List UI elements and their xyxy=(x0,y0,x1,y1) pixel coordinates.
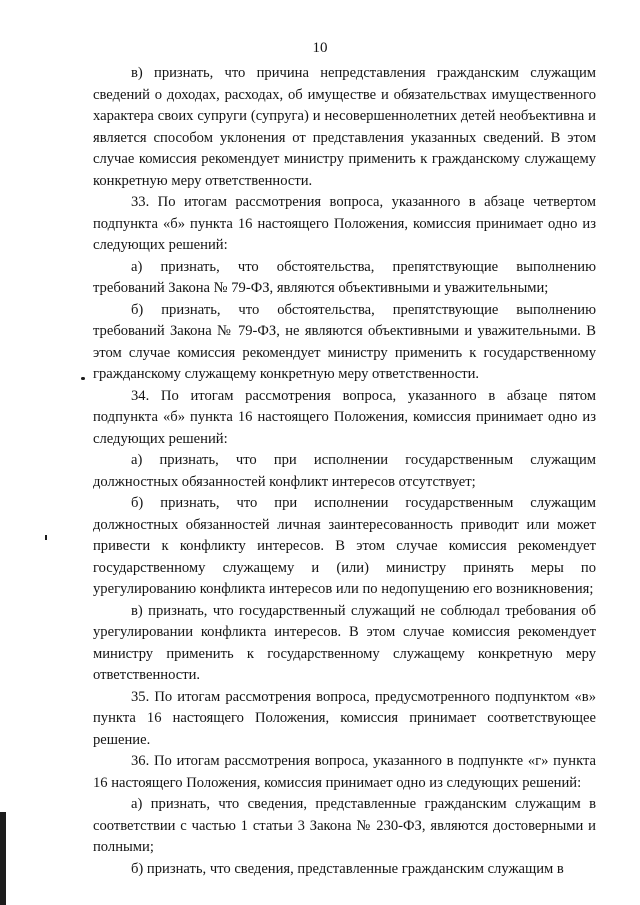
paragraph-32v: в) признать, что причина непредставления гражданским служащим сведений о доходах, расходах, об имуществе и обязательствах имущественного характера своих супруги (супруга) и несовершеннолетних детей необъективна и является способом уклонения от представления указанных сведений. В этом случае комиссия рекомендует министру применить к гражданскому служащему конкретную меру ответственности. xyxy=(93,65,596,189)
paragraph-36b: б) признать, что сведения, представленные гражданским служащим в xyxy=(131,860,564,877)
paragraph-33a: а) признать, что обстоятельства, препятствующие выполнению требований Закона № 79-ФЗ, являются объективными и уважительными; xyxy=(93,258,596,296)
paragraph-36a: а) признать, что сведения, представленные гражданским служащим в соответствии с частью 1 статьи 3 Закона № 230-ФЗ, являются достоверными и полными; xyxy=(93,796,596,855)
scan-speck xyxy=(45,535,47,540)
paragraph-33b: б) признать, что обстоятельства, препятствующие выполнению требований Закона № 79-ФЗ, не являются объективными и уважительными. В этом случае комиссия рекомендует министру применить к государственному гражданскому служащему конкретную меру ответственности. xyxy=(93,301,596,382)
paragraph-34b: б) признать, что при исполнении государственным служащим должностных обязанностей личная заинтересованность приводит или может привести к конфликту интересов. В этом случае комиссия рекомендует государственному служащему и (или) министру принять меры по урегулированию конфликта интересов или по недопущению его возникновения; xyxy=(93,495,596,597)
paragraph-36: 36. По итогам рассмотрения вопроса, указанного в подпункте «г» пункта 16 настоящего Положения, комиссия принимает одно из следующих решений: xyxy=(93,753,596,791)
paragraph-34a: а) признать, что при исполнении государственным служащим должностных обязанностей конфликт интересов отсутствует; xyxy=(93,452,596,490)
scan-speck xyxy=(81,377,85,380)
document-body xyxy=(93,63,596,880)
scan-edge-mark xyxy=(0,812,6,905)
paragraph-35: 35. По итогам рассмотрения вопроса, предусмотренного подпунктом «в» пункта 16 настоящего Положения, комиссия принимает соответствующее решение. xyxy=(93,688,596,748)
paragraph-33: 33. По итогам рассмотрения вопроса, указанного в абзаце четвертом подпункта «б» пункта 16 настоящего Положения, комиссия принимает одно из следующих решений: xyxy=(93,194,596,253)
paragraph-34v: в) признать, что государственный служащий не соблюдал требования об урегулировании конфликта интересов. В этом случае комиссия рекомендует министру применить к государственному служащему конкретную меру ответственности. xyxy=(93,602,596,683)
page-number: 10 xyxy=(312,40,328,56)
paragraph-34: 34. По итогам рассмотрения вопроса, указанного в абзаце пятом подпункта «б» пункта 16 настоящего Положения, комиссия принимает одно из следующих решений: xyxy=(93,387,596,447)
